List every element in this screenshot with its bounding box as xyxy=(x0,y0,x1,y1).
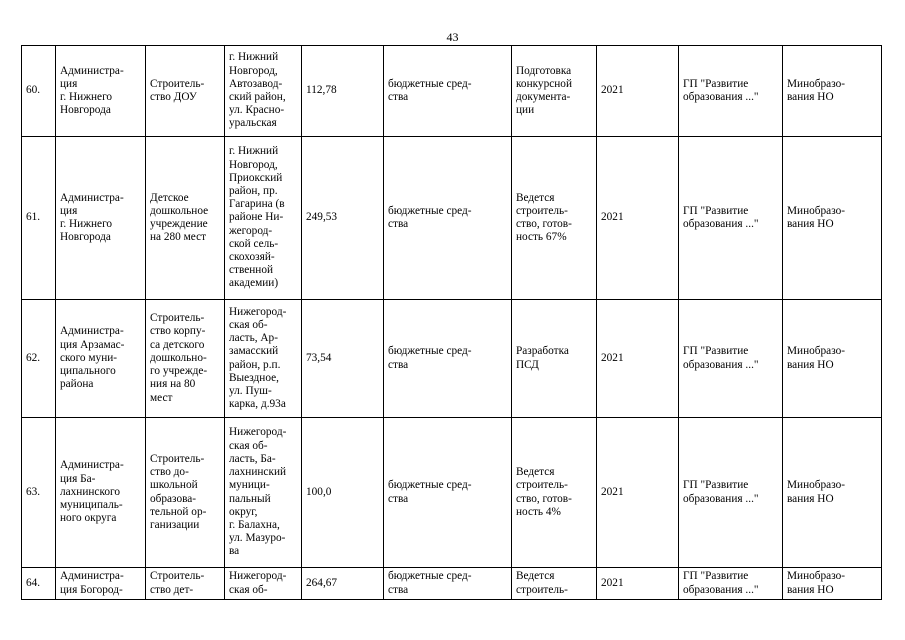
cost-cell: 249,53 xyxy=(302,137,384,300)
program-cell: ГП "Развитие образования ..." xyxy=(679,137,783,300)
address-cell: г. Нижний Новгород, Приокский район, пр. Гагарина (в районе Ни- жегород- ской сель- скохозяй- ственной академии) xyxy=(225,137,302,300)
year-cell: 2021 xyxy=(597,418,679,568)
object-cell: Детское дошкольное учреждение на 280 мест xyxy=(146,137,225,300)
customer-cell: Администра- ция Богород- xyxy=(56,568,146,600)
projects-table xyxy=(21,45,882,600)
cost-cell: 73,54 xyxy=(302,300,384,418)
cost-cell: 112,78 xyxy=(302,46,384,137)
address-cell: Нижегород- ская об- ласть, Ба- лахнинский муници- пальный округ, г. Балахна, ул. Мазуро- ва xyxy=(225,418,302,568)
object-cell: Строитель- ство ДОУ xyxy=(146,46,225,137)
object-cell: Строитель- ство дет- xyxy=(146,568,225,600)
row-number: 64. xyxy=(22,568,56,600)
address-cell: г. Нижний Новгород, Автозавод- ский район, ул. Красно- уральская xyxy=(225,46,302,137)
ministry-cell: Минобразо- вания НО xyxy=(783,300,882,418)
customer-cell: Администра- ция Арзамас- ского муни- ципального района xyxy=(56,300,146,418)
cost-cell: 264,67 xyxy=(302,568,384,600)
status-cell: Разработка ПСД xyxy=(512,300,597,418)
year-cell: 2021 xyxy=(597,46,679,137)
funding-cell: бюджетные сред- ства xyxy=(384,300,512,418)
funding-cell: бюджетные сред- ства xyxy=(384,568,512,600)
table-row xyxy=(22,568,882,600)
address-cell: Нижегород- ская об- ласть, Ар- замасский район, р.п. Выездное, ул. Пуш- карка, д.93а xyxy=(225,300,302,418)
page-number: 43 xyxy=(446,30,459,44)
cost-cell: 100,0 xyxy=(302,418,384,568)
table-row xyxy=(22,300,882,418)
table-row xyxy=(22,418,882,568)
funding-cell: бюджетные сред- ства xyxy=(384,46,512,137)
row-number: 62. xyxy=(22,300,56,418)
table-row xyxy=(22,137,882,300)
status-cell: Ведется строитель- ство, готов- ность 67% xyxy=(512,137,597,300)
object-cell: Строитель- ство корпу- са детского дошкольно- го учрежде- ния на 80 мест xyxy=(146,300,225,418)
year-cell: 2021 xyxy=(597,300,679,418)
object-cell: Строитель- ство до- школьной образова- тельной ор- ганизации xyxy=(146,418,225,568)
table-row xyxy=(22,46,882,137)
year-cell: 2021 xyxy=(597,137,679,300)
address-cell: Нижегород- ская об- xyxy=(225,568,302,600)
program-cell: ГП "Развитие образования ..." xyxy=(679,300,783,418)
row-number: 63. xyxy=(22,418,56,568)
row-number: 61. xyxy=(22,137,56,300)
ministry-cell: Минобразо- вания НО xyxy=(783,137,882,300)
row-number: 60. xyxy=(22,46,56,137)
status-cell: Подготовка конкурсной документа- ции xyxy=(512,46,597,137)
customer-cell: Администра- ция г. Нижнего Новгорода xyxy=(56,137,146,300)
customer-cell: Администра- ция г. Нижнего Новгорода xyxy=(56,46,146,137)
ministry-cell: Минобразо- вания НО xyxy=(783,418,882,568)
customer-cell: Администра- ция Ба- лахнинского муниципаль- ного округа xyxy=(56,418,146,568)
program-cell: ГП "Развитие образования ..." xyxy=(679,46,783,137)
ministry-cell: Минобразо- вания НО xyxy=(783,46,882,137)
funding-cell: бюджетные сред- ства xyxy=(384,137,512,300)
program-cell: ГП "Развитие образования ..." xyxy=(679,418,783,568)
status-cell: Ведется строитель- ство, готов- ность 4% xyxy=(512,418,597,568)
year-cell: 2021 xyxy=(597,568,679,600)
program-cell: ГП "Развитие образования ..." xyxy=(679,568,783,600)
funding-cell: бюджетные сред- ства xyxy=(384,418,512,568)
status-cell: Ведется строитель- xyxy=(512,568,597,600)
ministry-cell: Минобразо- вания НО xyxy=(783,568,882,600)
